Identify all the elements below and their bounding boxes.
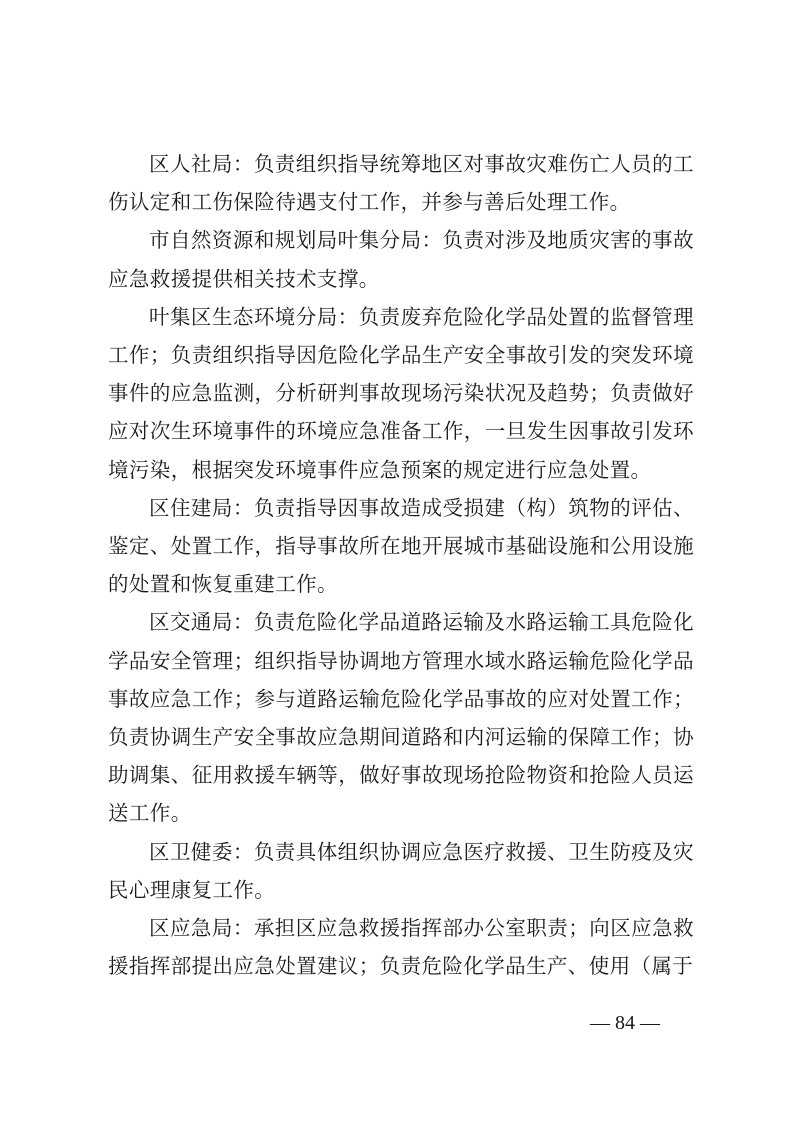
page-number: — 84 —: [590, 1012, 660, 1034]
paragraph-emergency-bureau: 区应急局：承担区应急救援指挥部办公室职责；向区应急救援指挥部提出应急处置建议；负责危险化学品生产、使用（属于: [108, 916, 694, 979]
paragraph-health-commission: 区卫健委：负责具体组织协调应急医疗救援、卫生防疫及灾民心理康复工作。: [108, 839, 694, 902]
document-body: [108, 145, 694, 985]
paragraph-ecology-environment-bureau: 叶集区生态环境分局：负责废弃危险化学品处置的监督管理工作；负责组织指导因危险化学品生产安全事故引发的突发环境事件的应急监测，分析研判事故现场污染状况及趋势；负责做好应对次生环境事件的环境应急准备工作，一旦发生因事故引发环境污染，根据突发环境事件应急预案的规定进行应急处置。: [108, 304, 694, 482]
paragraph-housing-construction-bureau: 区住建局：负责指导因事故造成受损建（构）筑物的评估、鉴定、处置工作，指导事故所在地开展城市基础设施和公用设施的处置和恢复重建工作。: [108, 495, 694, 597]
paragraph-natural-resources-bureau: 市自然资源和规划局叶集分局：负责对涉及地质灾害的事故应急救援提供相关技术支撑。: [108, 228, 694, 291]
paragraph-transport-bureau: 区交通局：负责危险化学品道路运输及水路运输工具危险化学品安全管理；组织指导协调地方管理水域水路运输危险化学品事故应急工作；参与道路运输危险化学品事故的应对处置工作；负责协调生产安全事故应急期间道路和内河运输的保障工作；协助调集、征用救援车辆等，做好事故现场抢险物资和抢险人员运送工作。: [108, 610, 694, 826]
paragraph-hrss-bureau: 区人社局：负责组织指导统筹地区对事故灾难伤亡人员的工伤认定和工伤保险待遇支付工作，并参与善后处理工作。: [108, 152, 694, 215]
